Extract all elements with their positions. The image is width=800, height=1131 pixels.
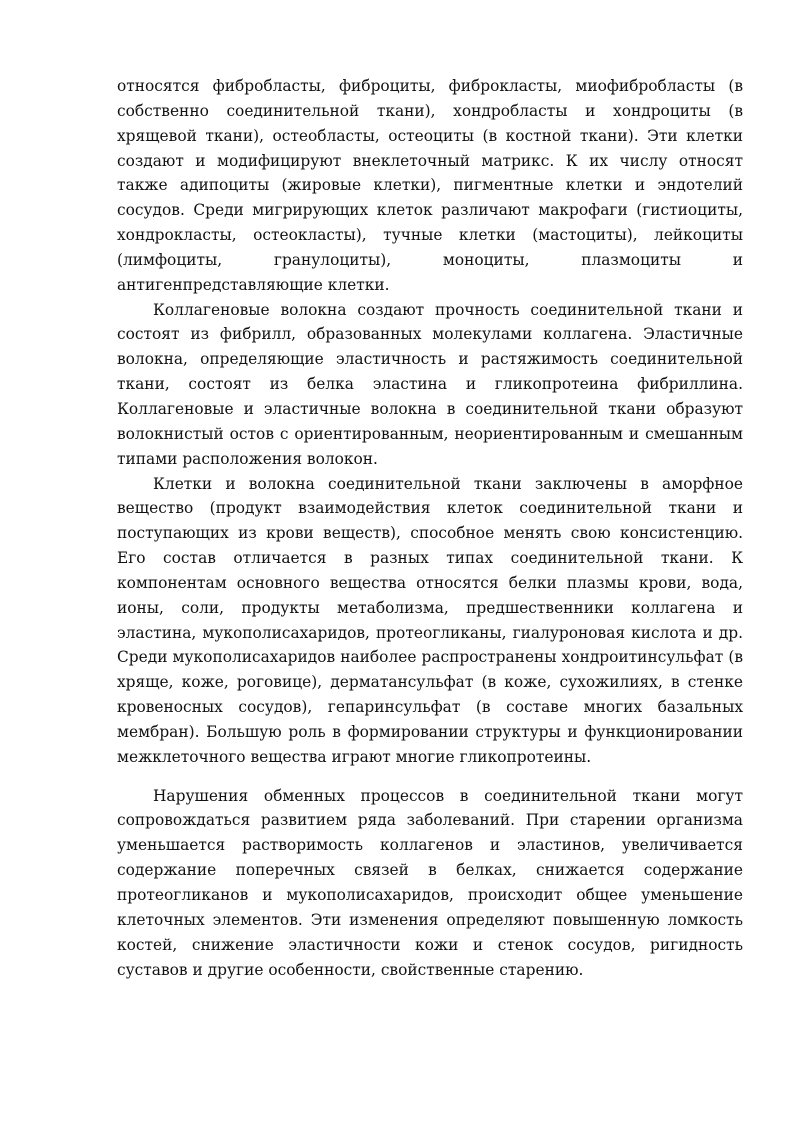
paragraph-cell-types: относятся фибробласты, фиброциты, фиброкласты, миофибробласты (в собственно соединительной ткани), хондробласты и хондроциты (в хрящевой ткани), остеобласты, остеоциты (в костной ткани). Эти клетки создают и модифицируют внеклеточный матрикс. К их числу относят также адипоциты (жировые клетки), пигментные клетки и эндотелий сосудов. Среди мигрирующих клеток различают макрофаги (гистиоциты, хондрокласты, остеокласты), тучные клетки (мастоциты), лейкоциты (лимфоциты, гранулоциты), моноциты, плазмоциты и антигенпредставляющие клетки. <box>117 77 743 294</box>
paragraph-aging: Нарушения обменных процессов в соединительной ткани могут сопровождаться развитием ряда заболеваний. При старении организма уменьшается растворимость коллагенов и эластинов, увеличивается содержание поперечных связей в белках, снижается содержание протеогликанов и мукополисахаридов, происходит общее уменьшение клеточных элементов. Эти изменения определяют повышенную ломкость костей, снижение эластичности кожи и стенок сосудов, ригидность суставов и другие особенности, свойственные старению. <box>117 786 743 979</box>
paragraph-fibers: Коллагеновые волокна создают прочность соединительной ткани и состоят из фибрилл, образованных молекулами коллагена. Эластичные волокна, определяющие эластичность и растяжимость соединительной ткани, состоят из белка эластина и гликопротеина фибриллина. Коллагеновые и эластичные волокна в соединительной ткани образуют волокнистый остов с ориентированным, неориентированным и смешанным типами расположения волокон. <box>117 300 743 468</box>
paragraph-ground-substance: Клетки и волокна соединительной ткани заключены в аморфное вещество (продукт взаимодействия клеток соединительной ткани и поступающих из крови веществ), способное менять свою консистенцию. Его состав отличается в разных типах соединительной ткани. К компонентам основного вещества относятся белки плазмы крови, вода, ионы, соли, продукты метаболизма, предшественники коллагена и эластина, мукополисахаридов, протеогликаны, гиалуроновая кислота и др. Среди мукополисахаридов наиболее распространены хондроитинсульфат (в хряще, коже, роговице), дерматансульфат (в коже, сухожилиях, в стенке кровеносных сосудов), гепаринсульфат (в составе многих базальных мембран). Большую роль в формировании структуры и функционировании межклеточного вещества играют многие гликопротеины. <box>117 474 743 766</box>
document-page <box>117 74 743 982</box>
